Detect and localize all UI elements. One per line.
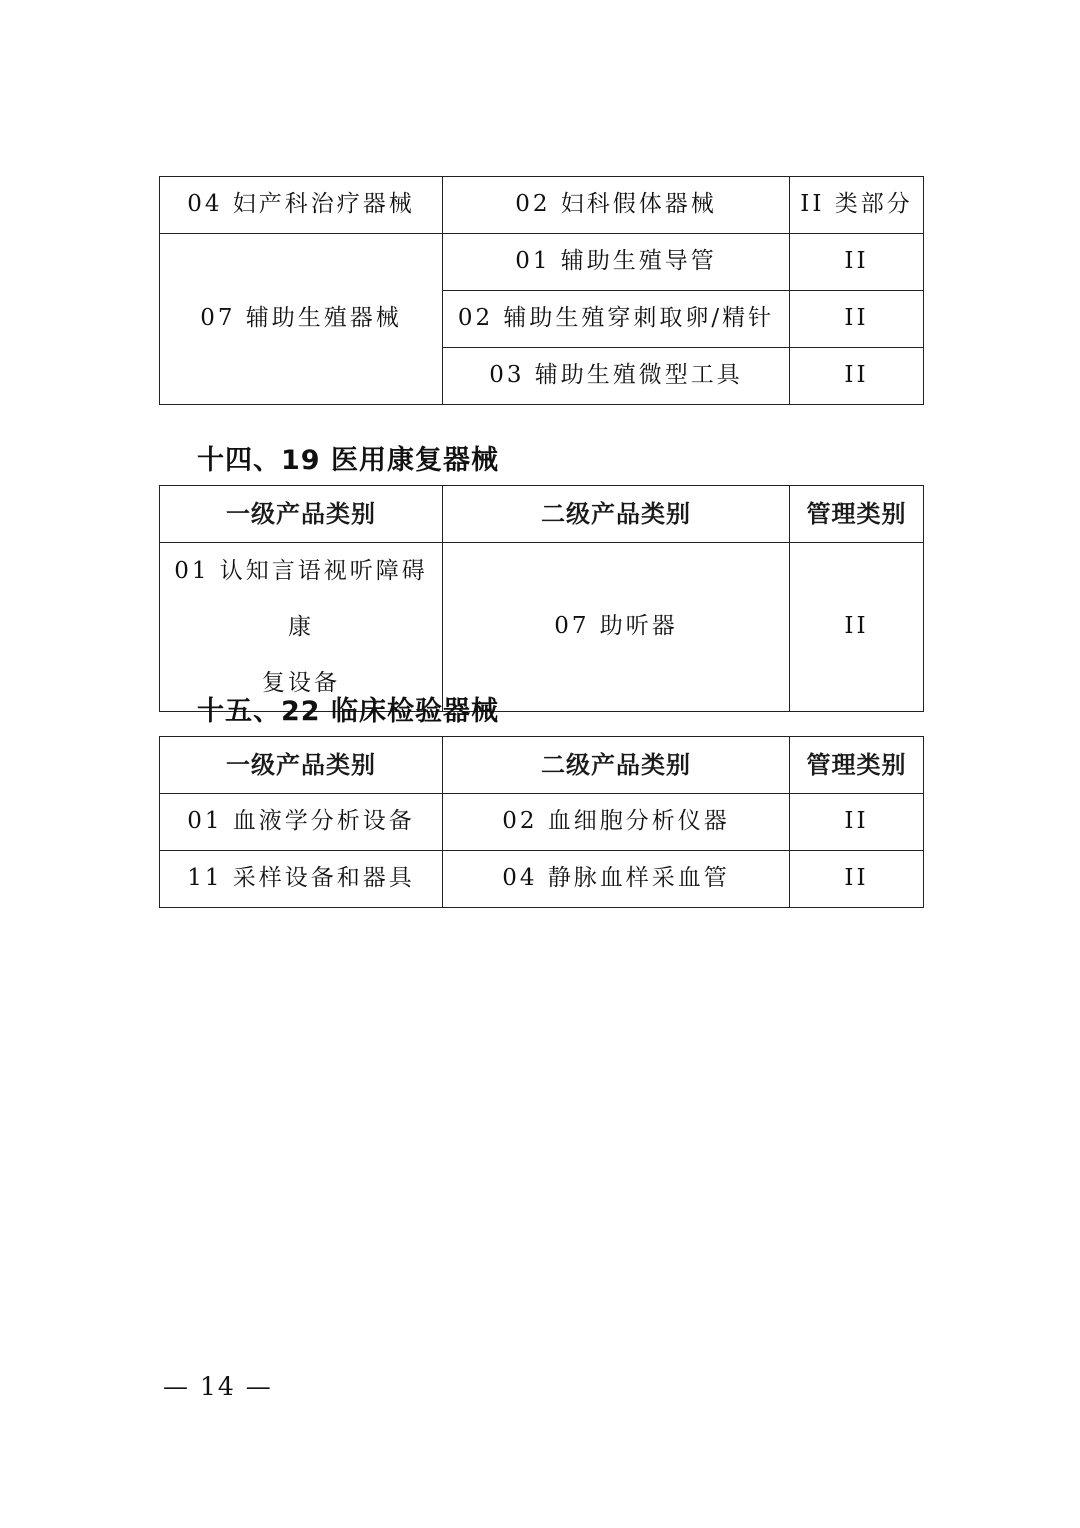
level1-category-line: 01 认知言语视听障碍康 bbox=[174, 558, 428, 640]
level2-category-cell: 02 辅助生殖穿刺取卵/精针 bbox=[443, 291, 790, 348]
rehabilitation-device-table bbox=[159, 485, 924, 712]
table-row bbox=[160, 851, 924, 908]
table-row bbox=[160, 794, 924, 851]
level2-category-cell: 04 静脉血样采血管 bbox=[443, 851, 790, 908]
table-header-row bbox=[160, 486, 924, 543]
page-number: — 14 — bbox=[163, 1372, 273, 1401]
column-header-level1: 一级产品类别 bbox=[160, 737, 443, 794]
level1-category-cell: 01 血液学分析设备 bbox=[160, 794, 443, 851]
section-heading-clinical-lab: 十五、22 临床检验器械 bbox=[197, 696, 499, 727]
management-class-cell: II 类部分 bbox=[790, 177, 924, 234]
level2-category-cell: 02 血细胞分析仪器 bbox=[443, 794, 790, 851]
management-class-cell: II bbox=[790, 851, 924, 908]
column-header-level2: 二级产品类别 bbox=[443, 486, 790, 543]
management-class-cell: II bbox=[790, 543, 924, 712]
level2-category-cell: 01 辅助生殖导管 bbox=[443, 234, 790, 291]
column-header-management-class: 管理类别 bbox=[790, 486, 924, 543]
table-header-row bbox=[160, 737, 924, 794]
column-header-level1: 一级产品类别 bbox=[160, 486, 443, 543]
level1-category-cell bbox=[160, 543, 443, 712]
management-class-cell: II bbox=[790, 291, 924, 348]
management-class-cell: II bbox=[790, 348, 924, 405]
table-row bbox=[160, 543, 924, 712]
level1-category-cell: 11 采样设备和器具 bbox=[160, 851, 443, 908]
level1-category-cell: 07 辅助生殖器械 bbox=[160, 234, 443, 405]
table-row bbox=[160, 234, 924, 291]
management-class-cell: II bbox=[790, 794, 924, 851]
management-class-cell: II bbox=[790, 234, 924, 291]
continued-device-table bbox=[159, 176, 924, 405]
column-header-management-class: 管理类别 bbox=[790, 737, 924, 794]
level1-category-line: 复设备 bbox=[262, 670, 340, 696]
level2-category-cell: 02 妇科假体器械 bbox=[443, 177, 790, 234]
column-header-level2: 二级产品类别 bbox=[443, 737, 790, 794]
clinical-lab-device-table bbox=[159, 736, 924, 908]
level1-category-cell: 04 妇产科治疗器械 bbox=[160, 177, 443, 234]
level2-category-cell: 07 助听器 bbox=[443, 543, 790, 712]
section-heading-rehabilitation: 十四、19 医用康复器械 bbox=[197, 445, 499, 476]
table-row bbox=[160, 177, 924, 234]
level2-category-cell: 03 辅助生殖微型工具 bbox=[443, 348, 790, 405]
